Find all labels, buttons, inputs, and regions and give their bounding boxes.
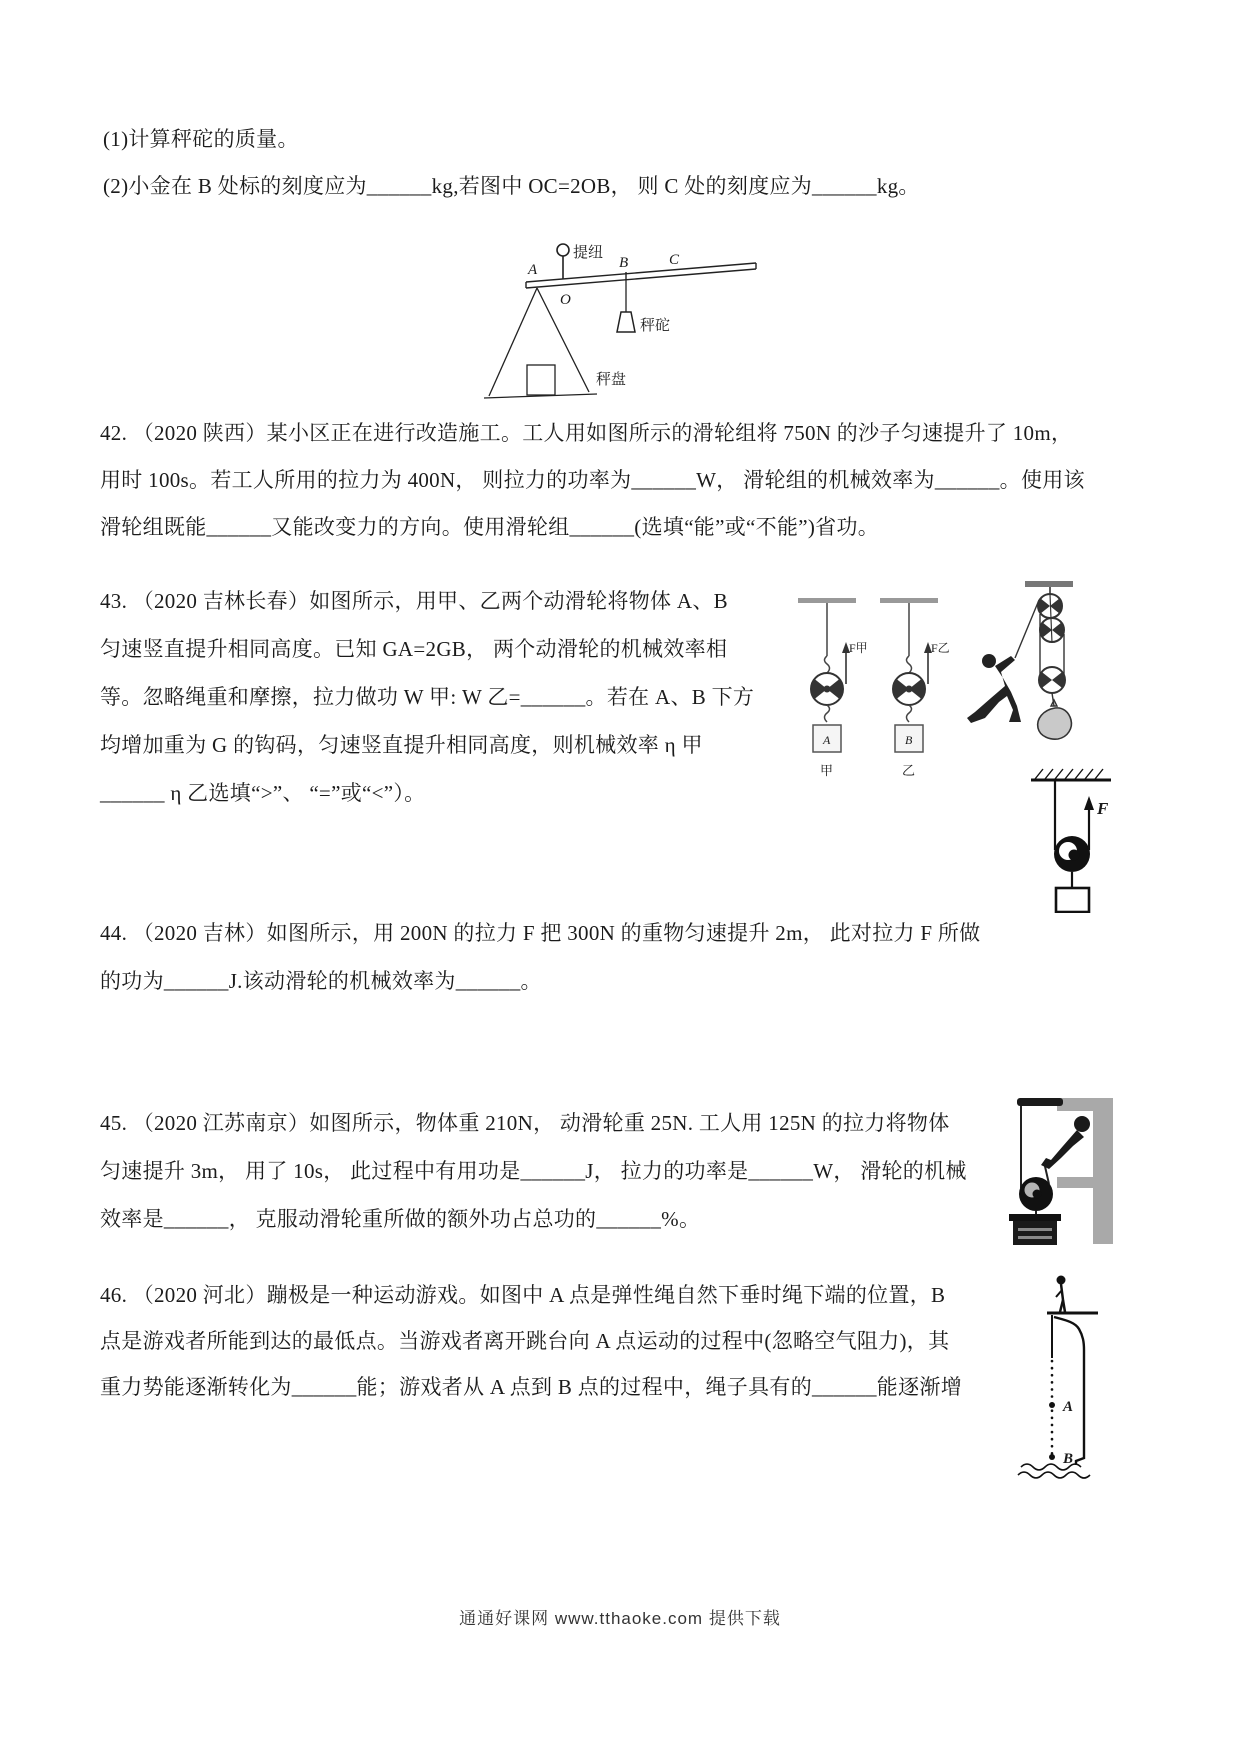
point-b-dot: [1049, 1454, 1055, 1460]
figure-bungee-platform: [1005, 1262, 1165, 1492]
steelyard-weight: [617, 279, 670, 334]
force-label-yi: F乙: [931, 641, 950, 655]
pulley-system-jia: [798, 598, 868, 778]
system-label-jia: 甲: [820, 763, 834, 778]
question-42-line-2: 用时 100s。若工人所用的拉力为 400N， 则拉力的功率为______W， 滑轮组的机械效率为______。使用该: [100, 468, 1085, 492]
pulley-system-yi: [880, 598, 950, 778]
hook-icon: [825, 705, 830, 722]
beam-point-a: A: [528, 262, 538, 278]
pulley-wheel-icon: [1054, 836, 1090, 872]
force-arrow: [1084, 796, 1094, 850]
movable-pulley-icon: [1039, 667, 1065, 693]
cliff-outline: [1052, 1315, 1084, 1465]
figure-window-worker-pulley: [985, 1088, 1140, 1255]
beam-point-c: C: [669, 252, 680, 268]
hook-icon: [907, 705, 912, 722]
steelyard-handle: [557, 243, 603, 279]
question-42-line-1: 42. （2020 陕西）某小区正在进行改造施工。工人用如图所示的滑轮组将 750N 的沙子匀速提升了 10m，: [100, 421, 1073, 445]
ceiling-hatch: [1031, 769, 1111, 780]
support-beam: [1017, 1098, 1063, 1106]
ceiling-jia: [798, 598, 856, 603]
question-44-line-1: 44. （2020 吉林）如图所示，用 200N 的拉力 F 把 300N 的重物匀速提升 2m， 此对拉力 F 所做: [100, 921, 981, 945]
figure-worker-pulley-block: [955, 568, 1140, 748]
force-label: F: [1097, 799, 1109, 818]
worker-figure: [1041, 1116, 1090, 1169]
question-44-line-2: 的功为______J.该动滑轮的机械效率为______。: [100, 969, 542, 993]
figure-two-movable-pulleys: [790, 592, 960, 782]
question-43-line-5: ______ η 乙选填“>”、 “=”或“<”）。: [100, 781, 426, 805]
load-block: [1056, 888, 1089, 912]
fixed-pulley-block-icon: [1038, 594, 1064, 643]
ceiling-yi: [880, 598, 938, 603]
subquestion-1: (1)计算秤砣的质量。: [103, 127, 299, 151]
point-a-dot: [1049, 1402, 1055, 1408]
figure-steelyard: [480, 228, 770, 403]
system-label-yi: 乙: [902, 763, 916, 778]
pulley-wheel-icon: [1019, 1177, 1053, 1211]
question-43-line-2: 匀速竖直提升相同高度。已知 GA=2GB， 两个动滑轮的机械效率相: [100, 637, 728, 661]
question-46-line-2: 点是游戏者所能到达的最低点。当游戏者离开跳台向 A 点运动的过程中(忽略空气阻力)，其: [100, 1329, 950, 1353]
weight-label: 秤砣: [640, 318, 671, 334]
question-45-line-1: 45. （2020 江苏南京）如图所示，物体重 210N， 动滑轮重 25N. 工人用 125N 的拉力将物体: [100, 1111, 950, 1135]
water-waves: [1018, 1464, 1090, 1478]
block-b-label: B: [905, 733, 913, 747]
force-label-jia: F甲: [849, 641, 868, 655]
question-43-line-1: 43. （2020 吉林长春）如图所示，用甲、乙两个动滑轮将物体 A、B: [100, 589, 728, 613]
pan-label: 秤盘: [596, 372, 627, 388]
beam-point-o: O: [560, 292, 571, 308]
jumper-figure: [1056, 1276, 1066, 1313]
block-a-label: A: [823, 733, 831, 747]
sand-bag-icon: [1038, 700, 1072, 739]
point-a-label: A: [1063, 1399, 1074, 1415]
subquestion-2: (2)小金在 B 处标的刻度应为______kg,若图中 OC=2OB， 则 C 处的刻度应为______kg。: [103, 174, 920, 198]
worker-figure: [967, 654, 1021, 723]
question-46-line-3: 重力势能逐渐转化为______能；游戏者从 A 点到 B 点的过程中，绳子具有的______能逐渐增: [100, 1375, 963, 1399]
crate-icon: [1009, 1214, 1061, 1245]
steelyard-pan: [484, 288, 626, 398]
beam-point-b: B: [619, 255, 629, 271]
figure-movable-pulley-F: [1015, 758, 1125, 913]
question-42-line-3: 滑轮组既能______又能改变力的方向。使用滑轮组______(选填“能”或“不能”)省功。: [100, 515, 880, 539]
handle-label: 提纽: [573, 245, 604, 261]
question-43-line-3: 等。忽略绳重和摩擦，拉力做功 W 甲: W 乙=______。若在 A、B 下方: [100, 685, 755, 709]
question-45-line-2: 匀速提升 3m， 用了 10s， 此过程中有用功是______J， 拉力的功率是______W， 滑轮的机械: [100, 1159, 967, 1183]
steelyard-beam: [526, 263, 756, 288]
hook-icon: [825, 656, 830, 673]
question-45-line-3: 效率是______， 克服动滑轮重所做的额外功占总功的______%。: [100, 1207, 701, 1231]
footer-site-credit: 通通好课网 www.tthaoke.com 提供下载: [459, 1609, 781, 1628]
ceiling-bar: [1025, 581, 1073, 587]
hook-icon: [907, 656, 912, 673]
pulling-rope: [1015, 600, 1039, 658]
point-b-label: B: [1063, 1451, 1074, 1467]
question-43-line-4: 均增加重为 G 的钩码，匀速竖直提升相同高度，则机械效率 η 甲: [100, 733, 703, 757]
question-46-line-1: 46. （2020 河北）蹦极是一种运动游戏。如图中 A 点是弹性绳自然下垂时绳下端的位置，B: [100, 1283, 946, 1307]
